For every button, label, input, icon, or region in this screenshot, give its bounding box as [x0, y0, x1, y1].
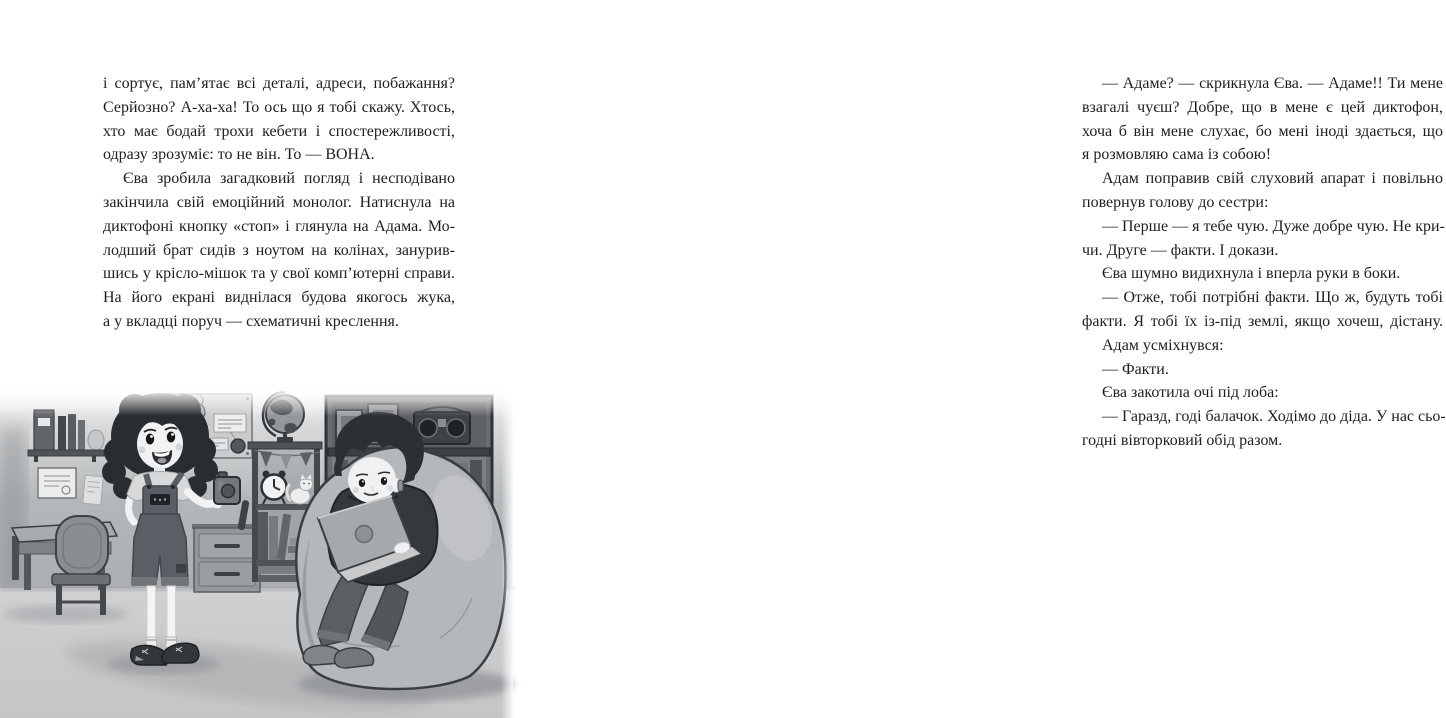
pinned-paper: [83, 475, 103, 504]
text-line: хоча б він мене слухає, бо мені іноді здається, що: [1082, 122, 1443, 140]
magnet-pin: [231, 439, 245, 453]
text-line: диктофоні кнопку «стоп» і глянула на Адама. Мо-: [103, 217, 455, 235]
text-line: чи. Друге — факти. І докази.: [1082, 241, 1279, 259]
text-line: — Отже, тобі потрібні факти. Що ж, будуть тобі: [1102, 289, 1443, 307]
illustration-top-fade: [0, 388, 513, 416]
left-page-text: [103, 72, 455, 334]
text-line: Єва закотила очі під лоба:: [1102, 384, 1279, 402]
binder-label: [38, 418, 50, 426]
text-line: — Адаме? — скрикнула Єва. — Адаме!! Ти мене: [1102, 75, 1443, 92]
text-line: взагалі чуєш? Добре, що в мене є цей диктофон,: [1082, 98, 1443, 116]
text-line: і сортує, пам’ятає всі деталі, адреси, побажання?: [103, 75, 455, 92]
certificate-frame: [38, 468, 76, 498]
girl-leg: [167, 586, 176, 638]
book: [58, 416, 66, 450]
right-page: [512, 0, 1446, 718]
text-line: я розмовляю сама із собою!: [1082, 146, 1272, 164]
jar: [88, 430, 104, 450]
book: [68, 414, 76, 450]
text-line: годні вівторковий обід разом.: [1082, 431, 1283, 449]
illustration-children-room: [0, 388, 513, 718]
boy-sock: [334, 648, 373, 668]
text-line: лодший брат сидів з ноутом на колінах, занурив-: [103, 241, 455, 259]
text-line: факти. Я тобі їх із-під землі, якщо хочеш, дістану.: [1082, 312, 1443, 330]
text-line: Серйозно? А-ха-ха! То ось що я тобі скажу. Хтось,: [103, 98, 455, 116]
book: [78, 420, 85, 450]
text-line: Адам поправив свій слуховий апарат і повільно: [1102, 170, 1443, 188]
laptop-logo: [356, 526, 373, 543]
text-line: — Гаразд, годі балачок. Ходімо до діда. У нас сьо-: [1102, 408, 1446, 426]
text-line: — Факти.: [1102, 360, 1169, 378]
girl-leg: [147, 586, 156, 638]
hearing-aid: [398, 480, 403, 491]
text-line: На його екрані виднілася будова якогось жука,: [103, 289, 455, 307]
right-page-text: [1082, 72, 1446, 453]
text-line: Єва шумно видихнула і вперла руки в боки.: [1102, 265, 1401, 283]
text-line: закінчила свій емоційний монолог. Натиснула на: [103, 193, 455, 211]
alarm-clock: [262, 471, 287, 505]
text-line: шись у крісло-мішок та у свої комп’ютерні справи.: [103, 265, 455, 283]
text-line: Єва зробила загадковий погляд і несподівано: [123, 170, 455, 188]
dictaphone: [214, 472, 240, 504]
text-line: Адам усміхнувся:: [1102, 336, 1224, 354]
text-line: повернув голову до сестри:: [1082, 193, 1269, 211]
illustration-right-fade: [501, 388, 513, 718]
shelf-board: [28, 450, 104, 456]
text-line: одразу зрозуміє: то не він. То — ВОНА.: [103, 146, 375, 164]
shorts-pocket: [176, 564, 186, 573]
text-line: хто має бодай трохи кебети і спостережливості,: [103, 122, 455, 140]
text-line: а у вкладці поруч — схематичні креслення.: [103, 312, 399, 330]
text-line: — Перше — я тебе чую. Дуже добре чую. Не кри-: [1102, 217, 1445, 235]
